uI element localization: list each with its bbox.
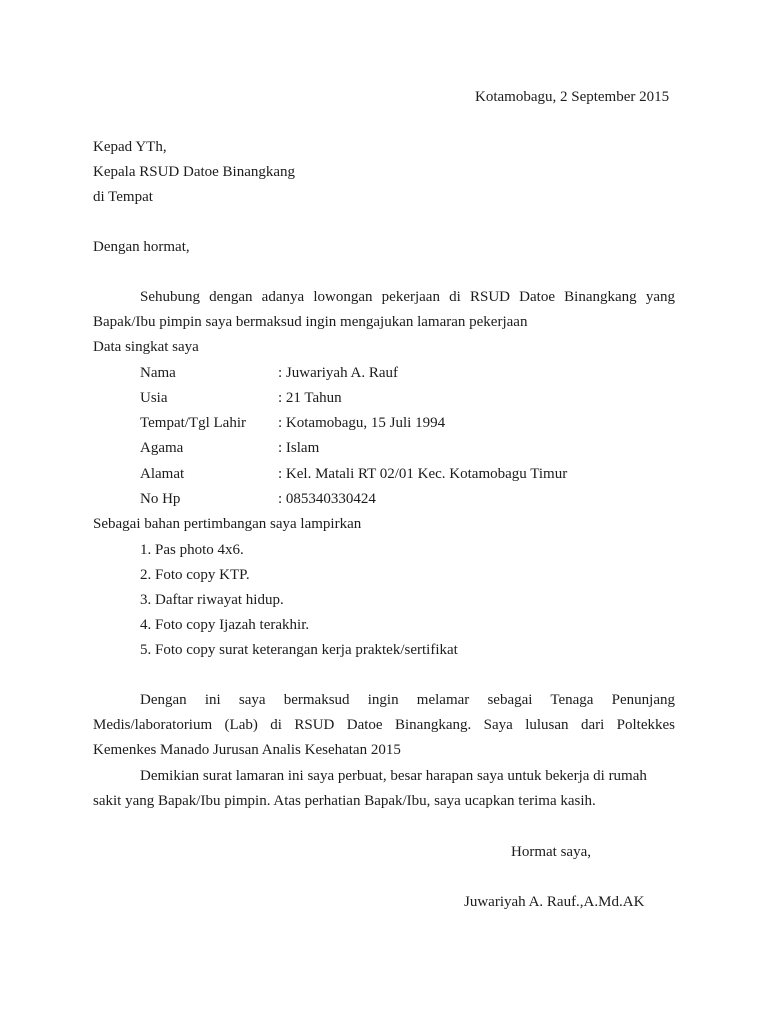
intro-line-2: Bapak/Ibu pimpin saya bermaksud ingin mengajukan lamaran pekerjaan [93, 314, 528, 330]
recipient-position: Kepala RSUD Datoe Binangkang [93, 164, 296, 180]
data-value: : Kotamobagu, 15 Juli 1994 [278, 415, 446, 431]
place-date: Kotamobagu, 2 September 2015 [475, 89, 670, 105]
closing-line-2: sakit yang Bapak/Ibu pimpin. Atas perhatian Bapak/Ibu, saya ucapkan terima kasih. [93, 793, 596, 809]
greeting: Dengan hormat, [93, 239, 190, 255]
data-label: Nama [140, 365, 176, 381]
attachment-item: 1. Pas photo 4x6. [140, 542, 244, 558]
attachment-item: 5. Foto copy surat keterangan kerja praktek/sertifikat [140, 642, 458, 658]
data-label: Usia [140, 390, 168, 406]
paragraph2-line-2: Medis/laboratorium (Lab) di RSUD Datoe Binangkang. Saya lulusan dari Poltekkes [93, 717, 675, 733]
data-row-alamat [0, 465, 768, 483]
intro-line-1: Sehubung dengan adanya lowongan pekerjaan di RSUD Datoe Binangkang yang [140, 289, 675, 305]
data-value: : Islam [278, 440, 320, 456]
data-value: : 21 Tahun [278, 390, 342, 406]
data-value: : Kel. Matali RT 02/01 Kec. Kotamobagu Timur [278, 466, 568, 482]
data-value: : Juwariyah A. Rauf [278, 365, 398, 381]
data-label: Agama [140, 440, 184, 456]
attachment-item: 2. Foto copy KTP. [140, 567, 250, 583]
attachments-heading: Sebagai bahan pertimbangan saya lampirkan [93, 516, 362, 532]
attachment-item: 4. Foto copy Ijazah terakhir. [140, 617, 310, 633]
paragraph2-line-1: Dengan ini saya bermaksud ingin melamar sebagai Tenaga Penunjang [140, 692, 675, 708]
sign-off: Hormat saya, [511, 844, 591, 860]
data-heading: Data singkat saya [93, 339, 199, 355]
data-row-ttl [0, 414, 768, 432]
paragraph2-line-3: Kemenkes Manado Jurusan Analis Kesehatan 2015 [93, 742, 401, 758]
data-row-nama [0, 364, 768, 382]
data-row-agama [0, 439, 768, 457]
data-label: Tempat/Tgl Lahir [140, 415, 246, 431]
closing-line-1: Demikian surat lamaran ini saya perbuat, besar harapan saya untuk bekerja di rumah [140, 768, 647, 784]
recipient-salutation: Kepad YTh, [93, 139, 167, 155]
data-value: : 085340330424 [278, 491, 376, 507]
data-row-nohp [0, 490, 768, 508]
data-label: Alamat [140, 466, 185, 482]
data-row-usia [0, 389, 768, 407]
data-label: No Hp [140, 491, 181, 507]
signatory-name: Juwariyah A. Rauf.,A.Md.AK [464, 894, 645, 910]
recipient-location: di Tempat [93, 189, 153, 205]
attachment-item: 3. Daftar riwayat hidup. [140, 592, 284, 608]
